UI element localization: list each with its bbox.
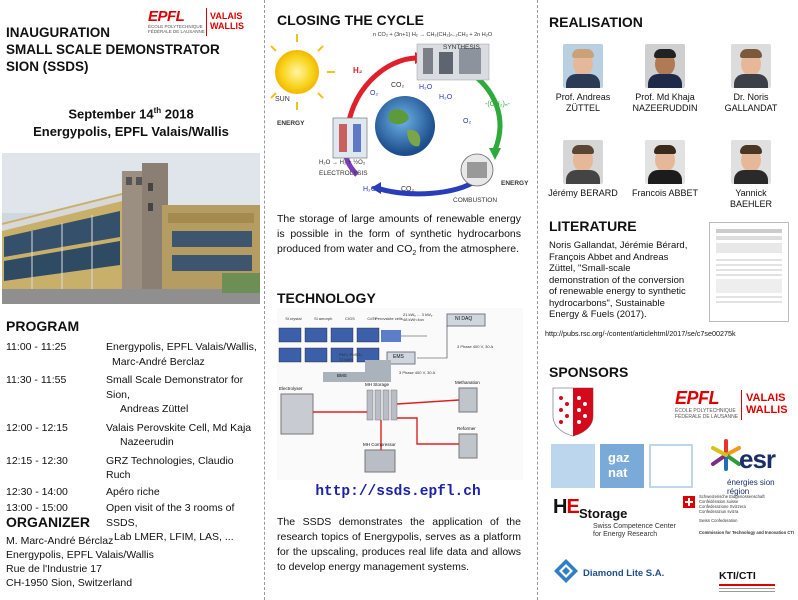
person-name: Prof. Md Khaja [635, 92, 695, 102]
organizer-line: CH-1950 Sion, Switzerland [6, 577, 133, 589]
epfl-sponsor-mark: EPFL [675, 388, 720, 408]
kti-cti-text: KTI/CTI [719, 570, 756, 582]
valais-coat-of-arms [551, 386, 595, 438]
organizer-address [6, 534, 154, 590]
co2-top-label: CO₂ [391, 82, 405, 89]
column-divider-2 [537, 0, 538, 600]
h2o-label-1: H₂O [419, 84, 433, 91]
paper-thumbnail [709, 222, 789, 322]
perovskite-label: Perovskite cells [375, 316, 403, 321]
storage-subtitle-1: Swiss Competence Center [593, 523, 676, 530]
person-name: Jérémy BERARD [548, 188, 618, 198]
technology-heading: TECHNOLOGY [277, 290, 376, 306]
organizer-line: Energypolis, EPFL Valais/Wallis [6, 549, 154, 561]
confed-line: Confédération suisse [699, 499, 739, 504]
program-desc [106, 340, 258, 369]
person-card [715, 44, 787, 114]
esr-wordmark: esr [739, 444, 776, 474]
portrait [731, 44, 771, 88]
gaznat-word-1: gaz [608, 450, 630, 465]
ssds-website-link[interactable]: http://ssds.epfl.ch [315, 484, 481, 500]
methanation-label: Methanation [455, 380, 480, 385]
cycle-text-end: from the atmosphere. [416, 243, 520, 255]
mh-compressor-label: MH Compressor [363, 442, 396, 447]
technology-description: The SSDS demonstrates the application of the research topics of Energypolis, serves as a platform for the upscaling, produces real life data and allows to develop energy management systems. [277, 516, 521, 573]
organizer-heading: ORGANIZER [6, 514, 90, 530]
storage-subtitle-2: for Energy Research [593, 531, 658, 538]
o2-label-2: O₂ [463, 118, 472, 125]
program-item [6, 373, 258, 417]
diamond-lite-logo [553, 556, 683, 592]
confed-line: Confederaziun svizra [699, 509, 739, 514]
cycle-text: The storage of large amounts of renewable energy is possible in the form of synthetic hydrocarbons produced from water and CO [277, 213, 521, 255]
pv-label: CdTe [367, 316, 377, 321]
title-line-2: SMALL SCALE DEMONSTRATOR [6, 42, 220, 57]
epfl-sponsor-line-1: ÉCOLE POLYTECHNIQUE [675, 408, 736, 414]
program-desc-line: Nazeerudin [120, 436, 174, 448]
program-time: 12:15 - 12:30 [6, 454, 68, 467]
pv-labels [279, 316, 383, 321]
electrolysis-label: ELECTROLYSIS [319, 170, 368, 177]
phase-label-2: 3 Phase 400 V, 30 A [399, 370, 436, 375]
ems-label: EMS [393, 354, 404, 360]
cycle-text-sub: 2 [412, 250, 417, 258]
swiss-confederation-text: Swiss Confederation [699, 518, 738, 523]
organizer-line: Rue de l'Industrie 17 [6, 563, 102, 575]
title-line-3: SION (SSDS) [6, 59, 89, 74]
literature-line: François Abbet and Andreas [549, 251, 669, 263]
gaznat-tile-3 [649, 444, 693, 488]
date-year: 2018 [161, 106, 194, 122]
column-right [543, 0, 798, 600]
energy-label-right: ENERGY [501, 180, 529, 187]
bms-label: BMS [337, 373, 347, 378]
epfl-separator [206, 8, 207, 36]
epfl-valais-logo [148, 8, 256, 38]
combustion-label: COMBUSTION [453, 197, 498, 204]
portrait [645, 140, 685, 184]
epfl-sponsor-fullname [675, 408, 738, 420]
epfl-sponsor-wallis-word: WALLIS [746, 404, 788, 416]
o2-label-1: O₂ [370, 90, 379, 97]
organizer-line: M. Marc-André Bérclaz [6, 535, 114, 547]
literature-line: Züttel, "Small-scale [549, 263, 631, 274]
program-time: 12:00 - 12:15 [6, 421, 68, 434]
portrait [563, 140, 603, 184]
epfl-fullname [148, 24, 205, 34]
program-item [6, 485, 258, 500]
wallis-word: WALLIS [210, 21, 244, 31]
gaznat-logo [600, 444, 644, 488]
program-desc: Apéro riche [106, 485, 160, 498]
epfl-sponsor-separator [741, 390, 742, 420]
literature-line: Energy & Fuels (2017). [549, 309, 647, 320]
portrait [645, 44, 685, 88]
swiss-confederation-logo [683, 494, 797, 550]
h2o-bottom-label: H₂O [363, 186, 377, 193]
electrolysis-equation: H₂O → H₂ + ½O₂ [319, 160, 366, 166]
program-desc-line: Lab LMER, LFIM, LAS, ... [114, 531, 234, 543]
cti-commission-text: Commission for Technology and Innovation CTI [699, 530, 795, 535]
storage-word: Storage [579, 506, 628, 521]
battery-label: PbO₂ PbSO₄ 72 kWh [339, 352, 362, 362]
event-date [0, 106, 262, 121]
building-photo [2, 153, 260, 304]
technology-diagram [277, 308, 523, 480]
person-card [629, 44, 701, 114]
valais-wallis [210, 11, 244, 31]
person-card [547, 140, 619, 199]
sponsors-heading: SPONSORS [549, 364, 629, 380]
realisation-heading: REALISATION [549, 14, 643, 30]
synthesis-equation: n CO₂ + (3n+1) H₂ → CH₃(CH₂)ₙ₋₂CH₃ + 2n H₂O [373, 32, 493, 38]
epfl-mark: EPFL [148, 8, 185, 25]
synthesis-label: SYNTHESIS [443, 44, 480, 51]
esr-tagline: énergies sion région [727, 478, 775, 496]
gaznat-tile-1 [551, 444, 595, 488]
literature-reference [549, 240, 699, 321]
epfl-sponsor-logo [675, 388, 793, 422]
program-desc-line: Small Scale Demonstrator for Sion, [106, 374, 244, 401]
literature-line: of renewable energy to synthetic [549, 286, 686, 297]
reformer-label: Reformer [457, 426, 476, 431]
h2-label: H₂ [353, 66, 363, 75]
person-name: Yannick BAEHLER [729, 188, 773, 209]
pv-label: CIGS [344, 316, 355, 321]
cycle-graphic [267, 30, 529, 206]
confed-line: Confederazione Svizzera [699, 504, 746, 509]
cycle-description [277, 212, 521, 261]
literature-heading: LITERATURE [549, 218, 637, 234]
program-desc [106, 373, 258, 417]
esr-logo [709, 438, 789, 496]
portrait [563, 44, 603, 88]
literature-line: demonstration of the conversion [549, 274, 685, 286]
program-desc-line: Andreas Züttel [120, 403, 189, 415]
swiss-cross-icon [683, 496, 695, 508]
pv-power-label: 21 kWₚ ... 3 kWₚ 48 kWh lion [403, 312, 433, 322]
literature-link[interactable]: http://pubs.rsc.org/-/content/articlehtml/2017/se/c7se00275k [545, 329, 736, 338]
valais-flag-icon [551, 386, 595, 438]
column-left [0, 0, 262, 600]
diamond-lite-text: Diamond Lite S.A. [583, 568, 665, 579]
date-sup: th [153, 106, 162, 115]
gaznat-word-2: nat [608, 465, 628, 480]
ch2-label: -(CH₂)ₙ- [485, 101, 510, 108]
program-desc [106, 421, 258, 450]
person-surname: NAZEERUDDIN [632, 103, 698, 113]
program-item [6, 421, 258, 450]
person-card [629, 140, 701, 199]
portrait [731, 140, 771, 184]
person-surname: GALLANDAT [724, 103, 778, 113]
electrolyser-label: Electrolyser [279, 386, 303, 391]
program-time: 12:30 - 14:00 [6, 485, 68, 498]
co2-bottom-label: CO₂ [401, 186, 415, 193]
person-card [547, 44, 619, 114]
program-item [6, 454, 258, 483]
date-main: September 14 [68, 106, 154, 122]
event-venue: Energypolis, EPFL Valais/Wallis [33, 124, 229, 139]
program-item [6, 340, 258, 369]
literature-line: Noris Gallandat, Jérémie Bérard, [549, 240, 688, 251]
valais-word: VALAIS [210, 11, 243, 21]
title-line-1: INAUGURATION [6, 25, 110, 40]
pv-label: Si crystal [285, 316, 302, 321]
column-middle [267, 0, 529, 600]
program-time: 11:30 - 11:55 [6, 374, 67, 386]
cycle-diagram [267, 30, 529, 206]
building-illustration [2, 153, 260, 304]
person-surname: ZÜTTEL [565, 103, 600, 113]
person-name: Francois ABBET [631, 188, 699, 198]
storage-subtitle [593, 523, 676, 539]
program-desc: GRZ Technologies, Claudio Ruch [106, 454, 234, 481]
storage-competence-logo [553, 496, 679, 536]
program-desc-line: Energypolis, EPFL Valais/Wallis, [106, 341, 257, 353]
energy-label-left: ENERGY [277, 120, 305, 127]
epfl-line-2: FÉDÉRALE DE LAUSANNE [148, 29, 205, 34]
program-desc-line: Open visit of the 3 rooms of SSDS, [106, 502, 235, 529]
diamond-icon [553, 558, 579, 584]
confed-line: Schweizerische Eidgenossenschaft [699, 494, 765, 499]
h2o-label-2: H₂O [439, 94, 453, 101]
phase-label-1: 3 Phase 400 V, 30 A [457, 344, 494, 349]
program-desc-line: Marc-André Berclaz [112, 355, 205, 368]
epfl-line-1: ÉCOLE POLYTECHNIQUE [148, 24, 203, 29]
kti-cti-logo [719, 570, 793, 596]
literature-line: hydrocarbons", Sustainable [549, 297, 665, 309]
program-time: 13:00 - 15:00 [6, 502, 68, 514]
technology-graphic [277, 308, 523, 480]
sun-label: SUN [275, 96, 290, 103]
nidaq-label: NI DAQ [455, 316, 473, 322]
cycle-heading: CLOSING THE CYCLE [277, 12, 425, 28]
program-time: 11:00 - 11:25 [6, 341, 67, 353]
mh-storage-label: MH Storage [365, 382, 390, 387]
person-name: Prof. Andreas [555, 92, 611, 102]
esr-star-icon [709, 438, 743, 472]
pv-label: Si amorph [314, 316, 333, 321]
epfl-sponsor-line-2: FÉDÉRALE DE LAUSANNE [675, 414, 739, 420]
storage-he-mark: HE [553, 496, 579, 518]
confederation-names [699, 494, 765, 514]
program-heading: PROGRAM [6, 318, 80, 334]
epfl-sponsor-valais [746, 392, 788, 416]
program-desc-line: Valais Perovskite Cell, Md Kaja [106, 421, 252, 434]
epfl-sponsor-valais-word: VALAIS [746, 392, 786, 404]
column-divider-1 [264, 0, 265, 600]
person-name: Dr. Noris [733, 92, 769, 102]
person-card [715, 140, 787, 210]
